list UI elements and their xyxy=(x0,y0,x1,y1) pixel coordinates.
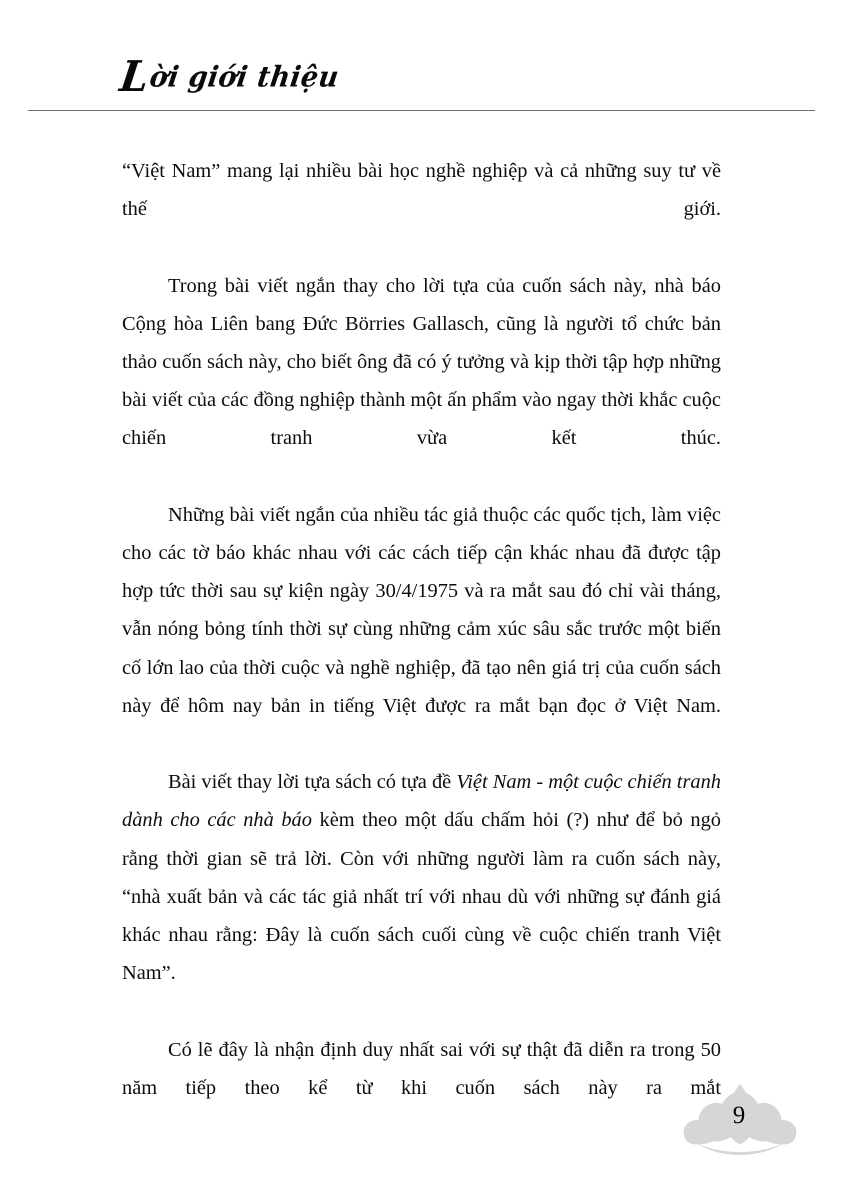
paragraph-segment-tail: kèm theo một dấu chấm hỏi (?) như để bỏ ngỏ rằng thời gian sẽ trả lời. Còn với những người làm ra cuốn sách này, “nhà xuất bản và các tác giả nhất trí với nhau dù với những sự đánh giá khác nhau rằng: Đây là cuốn sách cuối cùng về cuộc chiến tranh Việt Nam”. xyxy=(122,809,721,985)
paragraph-with-book-title xyxy=(122,763,721,1030)
body-text-column xyxy=(122,152,721,1145)
header-rule-divider xyxy=(28,110,815,111)
page-header xyxy=(0,0,841,120)
paragraph-segment-lead: Bài viết thay lời tựa sách có tựa đề xyxy=(168,771,457,794)
running-head-rest: ời giới thiệu xyxy=(147,61,341,94)
running-head-initial: L xyxy=(116,51,153,102)
book-title-italic: Việt Nam - một cuộc chiến tranh dành cho các nhà báo xyxy=(122,771,721,832)
paragraph: Trong bài viết ngắn thay cho lời tựa của cuốn sách này, nhà báo Cộng hòa Liên bang Đức Börries Gallasch, cũng là người tổ chức bản thảo cuốn sách này, cho biết ông đã có ý tưởng và kịp thời tập hợp những bài viết của các đồng nghiệp thành một ấn phẩm vào ngay thời khắc cuộc chiến tranh vừa kết thúc. xyxy=(122,274,721,450)
paragraph: “Việt Nam” mang lại nhiều bài học nghề nghiệp và cả những suy tư về thế giới. xyxy=(122,160,721,221)
paragraph: Những bài viết ngắn của nhiều tác giả thuộc các quốc tịch, làm việc cho các tờ báo khác nhau với các cách tiếp cận khác nhau đã được tập hợp tức thời sau sự kiện ngày 30/4/1975 và ra mắt sau đó chỉ vài tháng, vẫn nóng bỏng tính thời sự cùng những cảm xúc sâu sắc trước một biến cố lớn lao của thời cuộc và nghề nghiệp, đã tạo nên giá trị của cuốn sách này để hôm nay bản in tiếng Việt được ra mắt bạn đọc ở Việt Nam. xyxy=(122,503,721,717)
page-number: 9 xyxy=(732,1102,746,1129)
paragraph: Có lẽ đây là nhận định duy nhất sai với sự thật đã diễn ra trong 50 năm tiếp theo kể từ khi cuốn sách này ra mắt xyxy=(122,1038,721,1099)
running-head xyxy=(116,51,341,102)
